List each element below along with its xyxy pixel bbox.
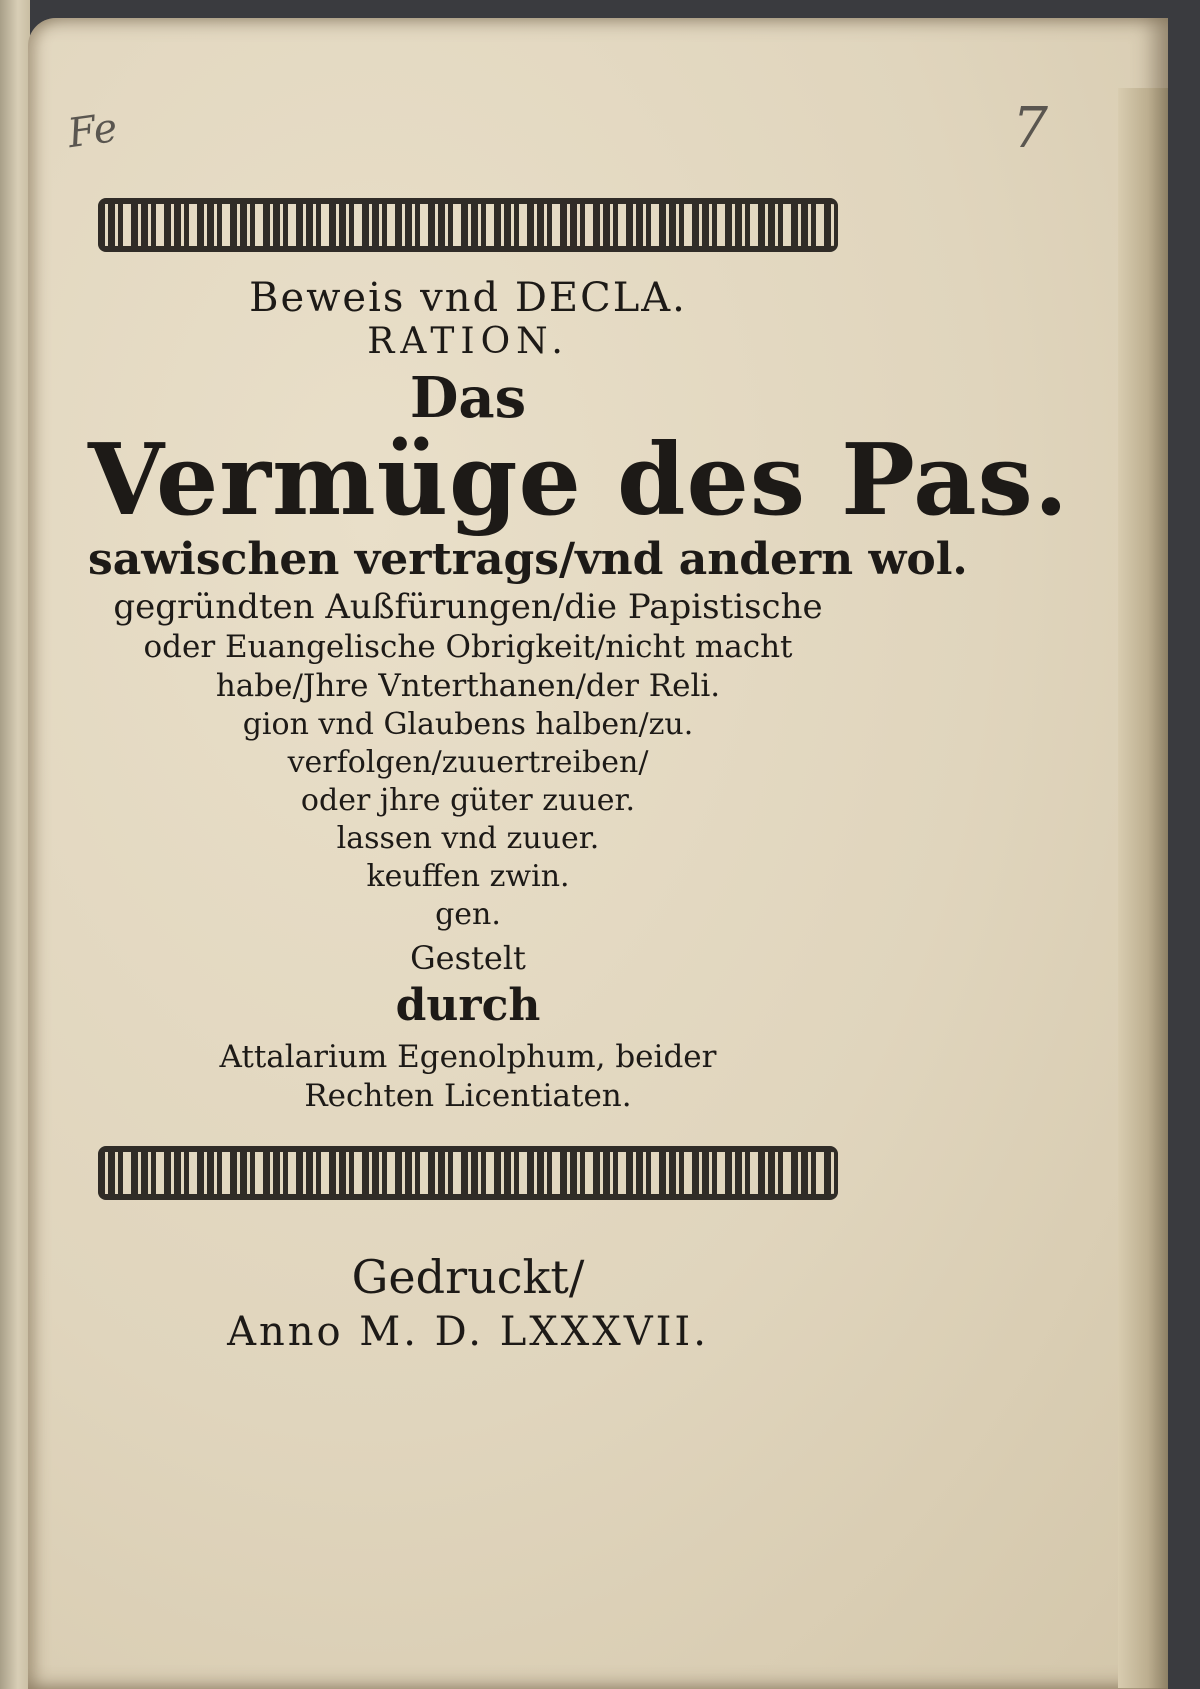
- title-line-3: Das: [409, 365, 527, 431]
- title-line-15: Gestelt: [410, 939, 526, 977]
- ornament-band-bottom-wrap: [88, 1146, 848, 1200]
- title-line-10: verfolgen/zuuertreiben/: [287, 745, 649, 780]
- page-stack-edge: [1118, 88, 1168, 1688]
- title-line-9: gion vnd Glaubens halben/zu.: [242, 707, 694, 742]
- title-line-11: oder jhre güter zuuer.: [300, 783, 636, 818]
- author-line: Attalarium Egenolphum, beider: [219, 1039, 717, 1075]
- imprint-date-line: Anno M. D. LXXXVII.: [227, 1309, 709, 1355]
- title-line-8: habe/Jhre Vnterthanen/der Reli.: [215, 668, 721, 704]
- author-title-line: Rechten Licentiaten.: [304, 1078, 632, 1114]
- title-line-2: RATION.: [367, 321, 569, 362]
- title-page-content: [88, 198, 1069, 1355]
- title-line-12: lassen vnd zuuer.: [336, 821, 600, 856]
- title-line-14: gen.: [435, 897, 501, 932]
- handwritten-folio-number: 7: [1012, 96, 1048, 161]
- handwritten-note-left: Fe: [65, 104, 121, 158]
- ornament-band-top: [98, 198, 838, 252]
- title-line-13: keuffen zwin.: [366, 859, 570, 894]
- imprint-line: Gedruckt/: [351, 1250, 585, 1304]
- ornament-band-bottom: [98, 1146, 838, 1200]
- title-line-7: oder Euangelische Obrigkeit/nicht macht: [143, 629, 793, 665]
- title-line-5: sawischen vertrags/vnd andern wol.: [88, 534, 968, 585]
- facing-page-edge: [0, 0, 30, 1689]
- title-line-1: Beweis vnd DECLA.: [249, 275, 687, 321]
- title-line-4: Vermüge des Pas.: [88, 423, 1069, 538]
- title-line-16: durch: [395, 980, 541, 1031]
- book-page: [28, 18, 1168, 1689]
- title-line-6: gegründten Außfürungen/die Papistische: [113, 587, 823, 627]
